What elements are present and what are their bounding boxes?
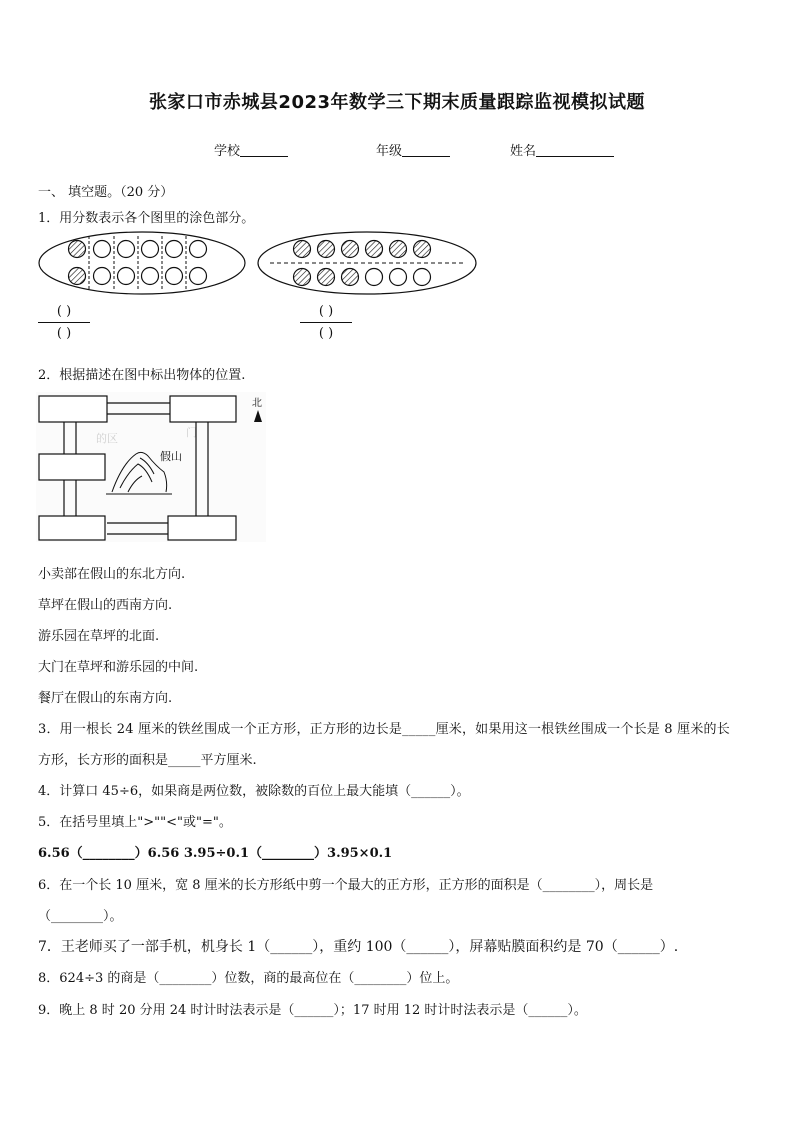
question-4: 4．计算口 45÷6，如果商是两位数，被除数的百位上最大能填（______）。 [38,784,470,799]
question-3-line-2: 方形，长方形的面积是_____平方厘米. [38,753,257,768]
fraction-bar [38,322,90,323]
q2-map[interactable] [36,392,266,542]
page-title: 张家口市赤城县2023年数学三下期末质量跟踪监视模拟试题 [148,92,646,113]
shaded-circle [69,241,86,258]
shaded-circle [294,241,311,258]
circle [118,241,135,258]
shaded-circle [294,269,311,286]
circle [118,268,135,285]
section-heading: 一、 填空题。（20 分） [38,185,174,200]
svg-text:门: 门 [186,426,197,439]
q1-right-figure [256,230,478,296]
q1-left-numerator: ( ) [56,304,72,319]
shaded-circle [318,241,335,258]
circle [166,268,183,285]
q2-description-2: 草坪在假山的西南方向. [38,598,173,613]
circle [94,268,111,285]
circle [190,268,207,285]
circle [414,269,431,286]
question-9: 9．晚上 8 时 20 分用 24 时计时法表示是（______）；17 时用 12 时计时法表示是（______）。 [38,1003,587,1018]
svg-text:北: 北 [252,398,262,409]
shaded-circle [69,268,86,285]
svg-text:的区: 的区 [96,432,118,445]
question-2: 2．根据描述在图中标出物体的位置. [38,368,246,383]
shaded-circle [318,269,335,286]
question-6-line-1: 6．在一个长 10 厘米，宽 8 厘米的长方形纸中剪一个最大的正方形，正方形的面积是（________），周长是 [38,878,654,893]
circle [166,241,183,258]
q1-right-denominator: ( ) [318,326,334,341]
name-label: 姓名 [510,144,537,159]
circle [94,241,111,258]
q2-description-5: 餐厅在假山的东南方向. [38,691,173,706]
circle [190,241,207,258]
fraction-bar [300,322,352,323]
circle [142,268,159,285]
grade-label: 年级 [376,144,403,159]
question-5-comparisons: 6.56（________）6.56 3.95÷0.1（________）3.95×0.1 [38,846,393,861]
grade-blank[interactable] [402,143,450,157]
question-1: 1．用分数表示各个图里的涂色部分。 [38,211,255,226]
school-field [214,140,288,159]
question-6-line-2: （________）。 [38,909,123,924]
school-label: 学校 [214,144,241,159]
q1-left-fraction[interactable] [38,304,90,341]
q1-right-numerator: ( ) [318,304,334,319]
grade-field [376,140,450,159]
q1-left-denominator: ( ) [56,326,72,341]
question-7: 7．王老师买了一部手机，机身长 1（______），重约 100（______），屏幕贴膜面积约是 70（______）. [38,939,679,955]
circle [390,269,407,286]
shaded-circle [390,241,407,258]
question-5: 5．在括号里填上">""<"或"="。 [38,815,232,830]
question-3-line-1: 3．用一根长 24 厘米的铁丝围成一个正方形，正方形的边长是_____厘米，如果用这一根铁丝围成一个长是 8 厘米的长 [38,722,730,737]
shaded-circle [342,269,359,286]
q1-right-fraction[interactable] [300,304,352,341]
name-field [510,140,614,159]
q2-description-1: 小卖部在假山的东北方向. [38,567,186,582]
circle [366,269,383,286]
q2-description-4: 大门在草坪和游乐园的中间. [38,660,199,675]
q1-left-figure [37,230,247,296]
school-blank[interactable] [240,143,288,157]
rockery-label: 假山 [160,450,182,463]
shaded-circle [342,241,359,258]
circle [142,241,159,258]
shaded-circle [366,241,383,258]
q2-description-3: 游乐园在草坪的北面. [38,629,160,644]
name-blank[interactable] [536,143,614,157]
question-8: 8．624÷3 的商是（________）位数，商的最高位在（________）位上。 [38,971,459,986]
shaded-circle [414,241,431,258]
